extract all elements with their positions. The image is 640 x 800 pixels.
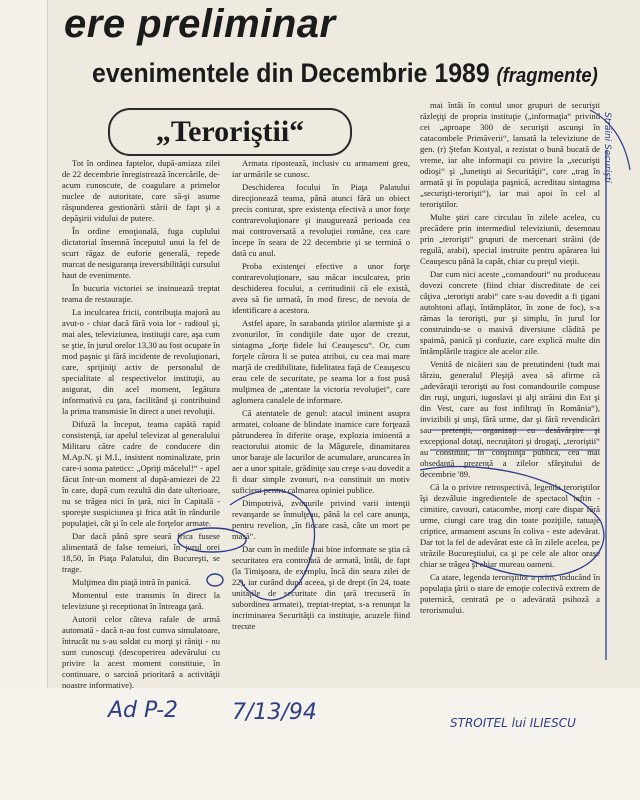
paragraph: mai întâi în contul unor grupuri de securişti răzleţiţi de propria instituţie („informaţia“ privind cei „aproape 300 de securişti ascunşi în catacombele Primăverii“, lansată la televiziune de gen. (r) Ştefan Kostyal, a rezistat o bună bucată de vreme, iar alte informaţii cu privire la „securişti odioşi“ şi „lunetişti ai Securităţii“, care „trag în armată şi în populaţia paşnică, acreditau sintagma „securişti-terorişti“), iar mai apoi în cel al teroriştilor. <box>420 100 600 209</box>
handwritten-source: STROITEL lui ILIESCU <box>450 716 576 730</box>
article-column-1 <box>62 158 220 693</box>
headline-fragment: (fragmente) <box>496 65 598 87</box>
paragraph: Dar dacă până spre seară frica fusese alimentată de false temeiuri, în jurul orei 18,50, în Piaţa Palatului, din Bucureşti, se trage. <box>62 531 220 574</box>
headline-line-1: ere preliminar <box>64 2 336 46</box>
handwritten-margin-note: Străini Securişti <box>602 112 612 183</box>
handwritten-archive-note: Ad P-2 <box>108 698 179 723</box>
paragraph: În ordine emoţională, fuga cuplului dictatorial însemnă începutul unui la fel de scurt răgaz de euforie generală, repede marcat de nesiguranţa ireversibilităţii cursului haut de evenimente. <box>62 226 220 280</box>
headline-main: evenimentele din Decembrie 1989 <box>92 58 490 88</box>
paragraph: Că atentatele de genul: atacul iminent asupra armatei, coloane de blindate inamice care forţează pătrunderea în diferite oraşe, explozia iminentă a reactorului atomic de la Măgurele, dinamitarea unor baraje ale lacurilor de acumulare, aruncarea în aer a unor spitale, grădiniţe sau creşe s-au dovedit a fi doar simple zvonuri, n-a constituit un motiv suficient pentru calmarea opiniei publice. <box>232 408 410 495</box>
handwritten-date: 7/13/94 <box>232 700 317 725</box>
paragraph: Armata ripostează, inclusiv cu armament greu, iar urmările se cunosc. <box>232 158 410 179</box>
article-column-2 <box>232 158 410 634</box>
paragraph: Proba existenţei efective a unor forţe contrarevoluţionare, sau măcar inculcarea, prin deschiderea focului, a certitudinii că ele există, avea să fie urmată, în mod firesc, de nevoia de identificare a acestora. <box>232 261 410 315</box>
paragraph: Astfel apare, în sarabanda ştirilor alarmiste şi a zvonurilor, în condiţiile date uşor de crezut, sintagma „forţe fidele lui Ceauşescu“. Or, cum forţele cărora li se putea atribui, cu cea mai mare marjă de credibilitate, fidelitatea faţă de Ceauşescu erau cele de securitate, pe seama lor a fost pusă mulţimea de „atentate la victoria revoluţiei“, care aglomera canalele de informare. <box>232 318 410 405</box>
paragraph: Că la o privire retrospectivă, legenda teroriştilor îşi dezvăluie ingredientele de spectacol ieftin - cimitire, cavouri, catacombe, morţi care dispar fără urme, ciungi care trag din toate poziţiile, tatuaje criptice, armament ascuns în coliva - este adevărat. Dar tot la fel de adevărat este că în zilele acelea, pe străzile Bucureştiului, ca şi pe cele ale altor oraşe chiar se trăgea şi chiar mureau oameni. <box>420 482 600 569</box>
paragraph: La inculcarea fricii, contribuţia majoră au avut-o - chiar dacă fără voia lor - radioul şi, mai ales, televiziunea, instituţii care, aşa cum se ştie, în jurul orelor 13,30 au fost ocupate în mod paşnic şi fără incidente de revoluţionari, care, sprijiniţi activ de personalul de specialitate al respectivelor instituţii, au asigurat, din acel moment, legătura informativă cu ţara, facilitând şi contribuind la prima transmisie în direct a unei revoluţii. <box>62 307 220 416</box>
paragraph: În bucuria victoriei se insinuează treptat teama de restauraţie. <box>62 283 220 304</box>
section-title-banner: „Teroriştii“ <box>108 108 352 156</box>
paragraph: Momentul este transmis în direct la televiziune şi receptionat în întreaga ţară. <box>62 590 220 611</box>
paragraph: Deschiderea focului în Piaţa Palatului direcţionează teama, până atunci fără un obiect precis conturat, spre existenţa efectivă a unor forţe contrarevoluţionare şi inaugurează perioada cea mai controversată a revoluţiei române, cea care începe în seara de 22 decembrie şi se termină o dată cu anul. <box>232 182 410 258</box>
paragraph: Ca atare, legenda teroriştilor a prins, inducând în populaţia ţării o stare de emoţie colectivă extrem de puternică, centrată pe o adevărată psihoză a terorismului. <box>420 572 600 615</box>
paper-margin <box>0 688 640 800</box>
paragraph: Autorii celor câteva rafale de armă automată - dacă n-au fost cumva simulatoare, întrucât nu s-au soldat cu morţi şi răniţi - nu sunt cunoscuţi (descoperirea adevărului cu privire la acest moment constituie, în continuare, o sarcină prioritară a activităţii noastre informative). <box>62 614 220 690</box>
paragraph: Dar cum în mediile mai bine informate se ştia că securitatea era controlată de armată, întâi, de fapt (la Timişoara, de exemplu, încă din seara zilei de 22), iar curând după aceea, şi de drept (în 24, toate unităţile de securitate din ţară trecuseră în subordinea armatei), treptat-treptat, s-a renunţat la incriminarea Securităţii ca instituţie, acuzele fiind trecute <box>232 544 410 631</box>
headline-line-2 <box>92 58 598 89</box>
paragraph: Difuză la început, teama capătă rapid consistenţă, iar apelul televizat al generalului Militaru către cadre de conducere din M.Ap.N. şi M.I., insistent nominalizate, prin care-i soma pateticc: „Opriţi măcelul!“ - apel făcut într-un moment al după-amiezei de 22 în care, după cum rezultă din date ulterioare, nu se trăgea nici în ţară, nici în Capitală - sporeşte suspiciunea şi frica atât în rândurile populaţiei, cât şi în cele ale forţelor armate. <box>62 419 220 528</box>
paragraph: Multe ştiri care circulau în zilele acelea, cu precădere prin intermediul televiziunii, desemnau prin „terorişti“ grupuri de mercenari străini (de regulă, arabi), special instruite pentru apărarea lui Ceauşescu până la capăt, chiar cu preţul vieţii. <box>420 212 600 266</box>
paragraph: Mulţimea din piaţă intră în panică. <box>72 577 191 587</box>
paragraph: Tot în ordinea faptelor, după-amiaza zilei de 22 decembrie înregistrează încercările, de-acum cunoscute, de coagulare a primelor nuclee de autoritate, care să-şi asume răspunderea gestionării stării de fapt şi a depăşirii vidului de putere. <box>62 158 220 223</box>
article-column-3 <box>420 100 600 618</box>
paragraph: Venită de nicăieri sau de pretutindeni (tudt mai târziu, generalul Pleşiţă avea să afirme că „adevăraţii terorişti au fost comandourile compuse din ruşi, unguri, iugoslavi şi alţi străini din Est şi din Vest, care au fost infiltraţi în România“), invizibili şi unşi, fără urme, dar şi fără revendicări sau pretenţii, organizaţi cu desăvârşire şi excepţional dotaţi, necruţători şi drogaţi, „teroriştii“ au constituit, în conştiinţa publică, cea mai obsedantă prezenţă a zilelor sfârşitului de decembrie '89. <box>420 359 600 479</box>
paragraph: Dar cum nici aceste „comandouri“ nu produceau dovezi concrete (fiind chiar discreditate de cei câţiva „terorişti arabi“ care s-au dovedit a fi ţigani autohtoni aflaţi, întâmplător, în zone de foc), s-a rămas la terorişti, pur şi simplu, în jurul lor construindu-se o masivă diversiune clădită pe spaimă, panică şi confuzie, care explică multe din întâmplările tragice ale acelor zile. <box>420 269 600 356</box>
paragraph: Dimpotrivă, zvonurile privind varii intenţii revanşarde se înmulţeau, până la cel care anunţa, pentru revelion, „în fiecare casă, câte un mort pe masă“. <box>232 498 410 541</box>
